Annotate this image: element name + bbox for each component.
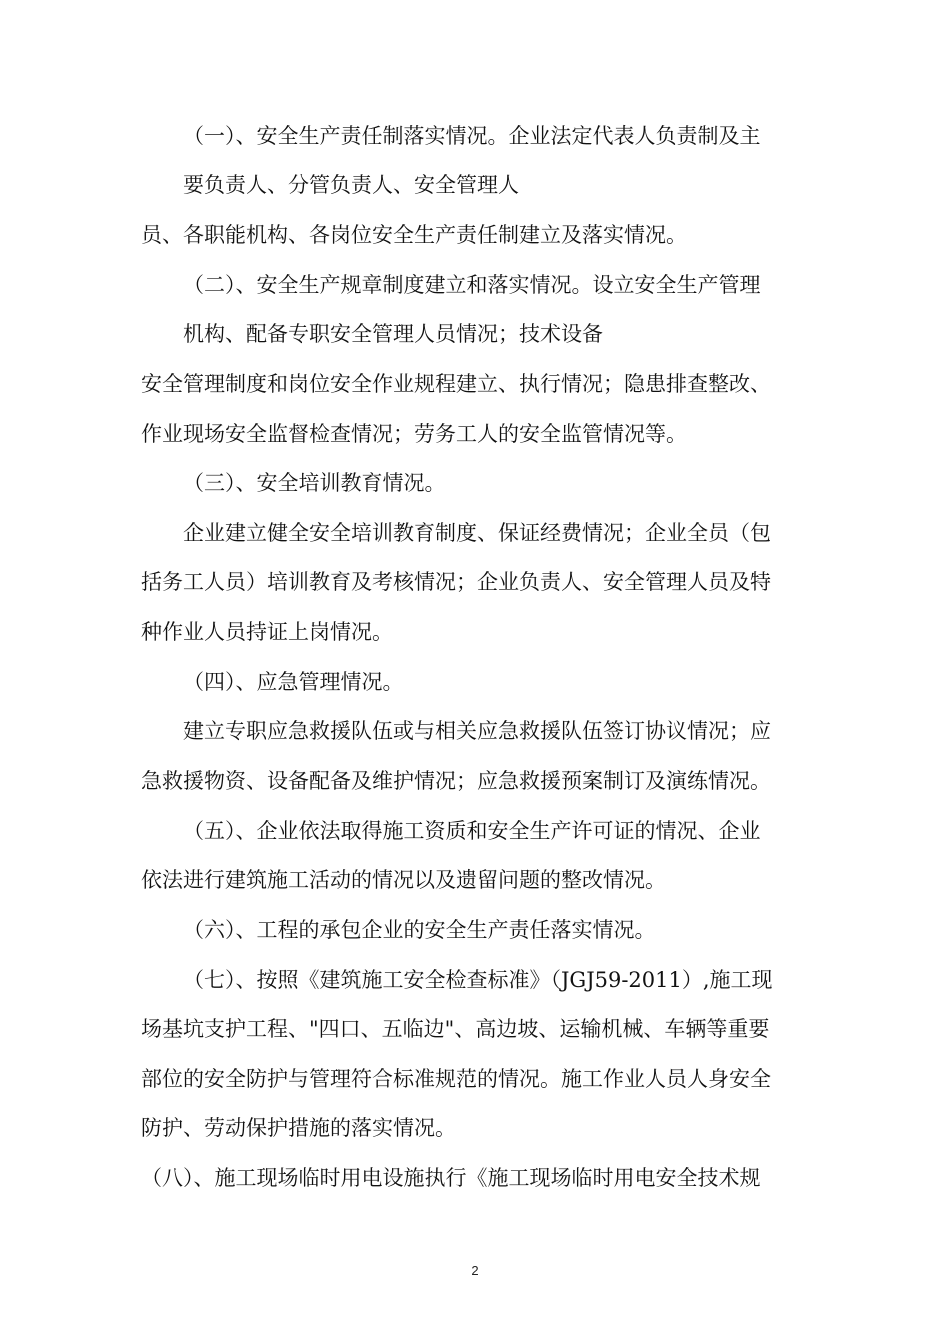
text-line: 急救援物资、设备配备及维护情况；应急救援预案制订及演练情况。 — [141, 769, 771, 793]
text-line: （七）、按照《建筑施工安全检查标准》（JGJ59-2011）,施工现 — [183, 968, 773, 992]
text-line: 种作业人员持证上岗情况。 — [141, 620, 393, 644]
text-line: （六）、工程的承包企业的安全生产责任落实情况。 — [183, 918, 656, 942]
text-line: 建立专职应急救援队伍或与相关应急救援队伍签订协议情况；应 — [183, 719, 771, 743]
text-line: 企业建立健全安全培训教育制度、保证经费情况；企业全员（包 — [183, 521, 771, 545]
text-line: 场基坑支护工程、"四口、五临边"、高边坡、运输机械、车辆等重要 — [141, 1017, 770, 1041]
text-line: 防护、劳动保护措施的落实情况。 — [141, 1116, 456, 1140]
text-line: 括务工人员）培训教育及考核情况；企业负责人、安全管理人员及特 — [141, 570, 771, 594]
text-line: 部位的安全防护与管理符合标准规范的情况。施工作业人员人身安全 — [141, 1067, 771, 1091]
text-line: 作业现场安全监督检查情况；劳务工人的安全监管情况等。 — [141, 422, 687, 446]
text-line: （二）、安全生产规章制度建立和落实情况。设立安全生产管理 — [183, 273, 761, 297]
text-line: 员、各职能机构、各岗位安全生产责任制建立及落实情况。 — [141, 223, 687, 247]
text-line: （八）、施工现场临时用电设施执行《施工现场临时用电安全技术规 — [141, 1166, 761, 1190]
page-number: 2 — [471, 1263, 479, 1278]
text-line: （五）、企业依法取得施工资质和安全生产许可证的情况、企业 — [183, 819, 761, 843]
text-line: 机构、配备专职安全管理人员情况；技术设备 — [183, 322, 603, 346]
text-line: （四）、应急管理情况。 — [183, 670, 404, 694]
text-line: 安全管理制度和岗位安全作业规程建立、执行情况；隐患排查整改、 — [141, 372, 771, 396]
text-line: （一）、安全生产责任制落实情况。企业法定代表人负责制及主 — [183, 124, 761, 148]
text-line: 要负责人、分管负责人、安全管理人 — [183, 173, 519, 197]
text-line: 依法进行建筑施工活动的情况以及遗留问题的整改情况。 — [141, 868, 666, 892]
text-line: （三）、安全培训教育情况。 — [183, 471, 446, 495]
